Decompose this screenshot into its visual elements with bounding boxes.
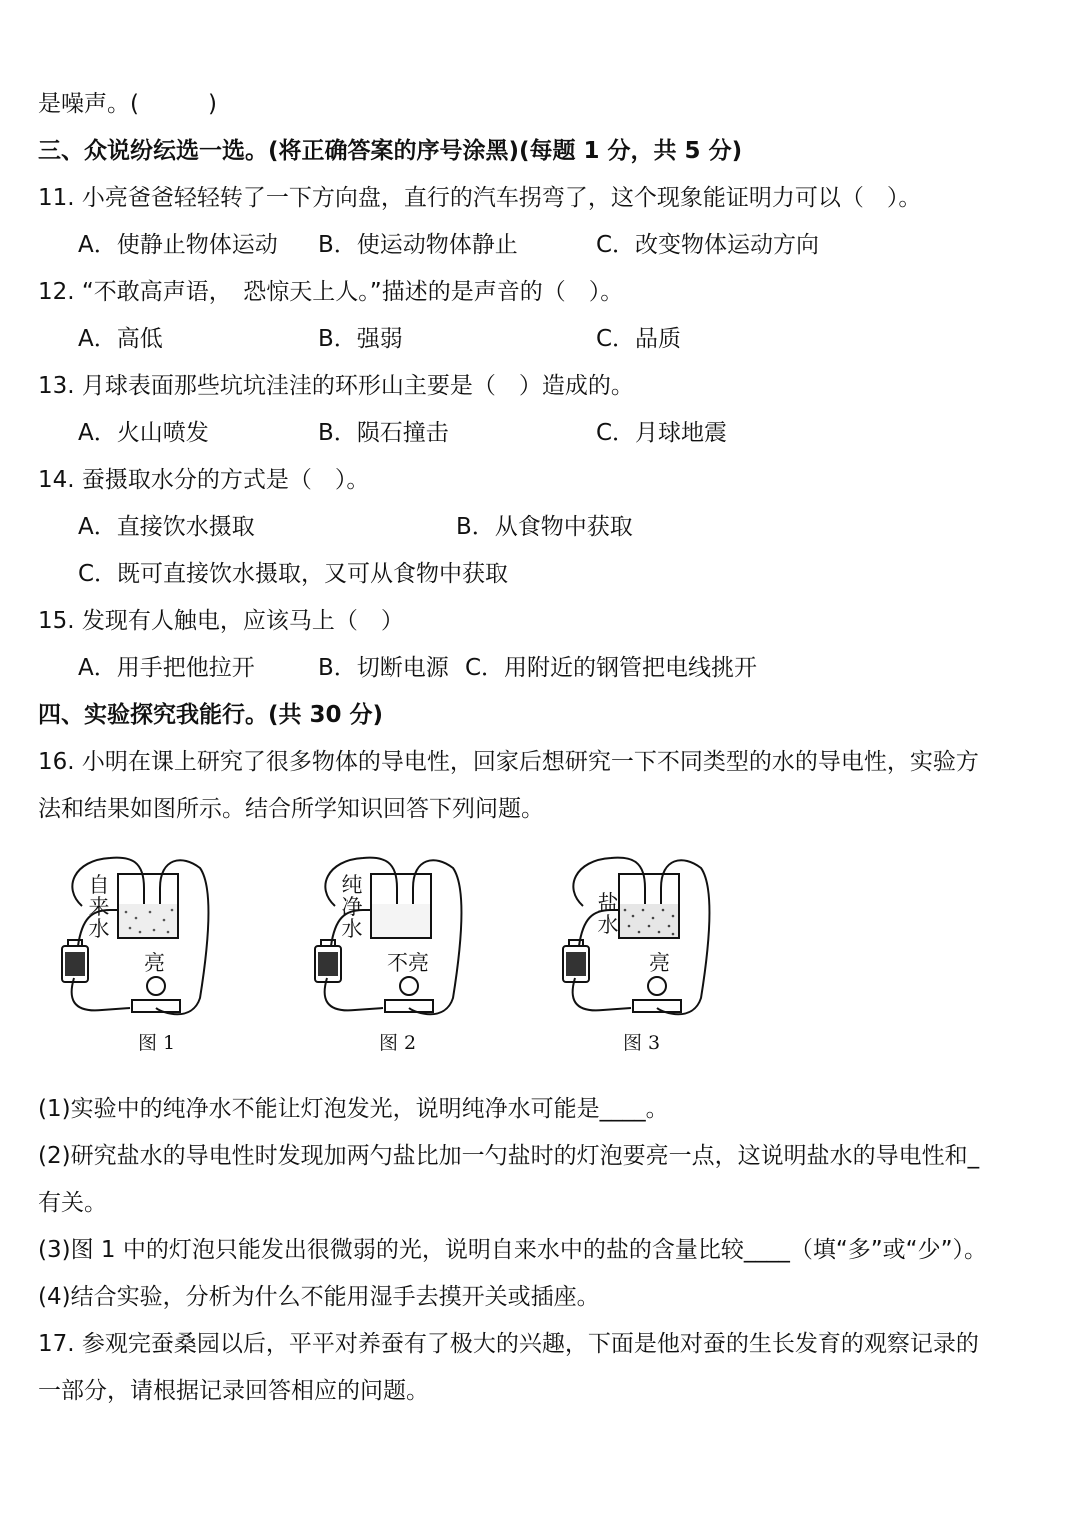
q13-option-b[interactable]: B．陨石撞击 [318, 420, 449, 446]
question-12: 12. “不敢高声语， 恐惊天上人。”描述的是声音的（ ）。 [38, 279, 624, 305]
question-14: 14. 蚕摄取水分的方式是（ ）。 [38, 467, 370, 493]
circuit-figure-2 [305, 848, 465, 1058]
sub-question-2-line2: 有关。 [38, 1190, 107, 1216]
result-label-1: 亮 [144, 951, 165, 975]
sub-question-2-line1: (2)研究盐水的导电性时发现加两勺盐比加一勺盐时的灯泡要亮一点，这说明盐水的导电性和_ [38, 1143, 980, 1169]
q13-option-a[interactable]: A．火山喷发 [78, 420, 209, 446]
circuit-diagram-icon [52, 848, 212, 1058]
q12-option-c[interactable]: C．品质 [596, 326, 682, 352]
circuit-diagram-icon [305, 848, 465, 1058]
question-17-line2: 一部分，请根据记录回答相应的问题。 [38, 1378, 429, 1404]
q14-option-c[interactable]: C．既可直接饮水摄取，又可从食物中获取 [78, 561, 509, 587]
q15-option-a[interactable]: A．用手把他拉开 [78, 655, 255, 681]
result-label-2: 不亮 [387, 951, 429, 975]
water-label-2: 纯净水 [341, 873, 363, 941]
section-3-heading: 三、众说纷纭选一选。(将正确答案的序号涂黑)(每题 1 分，共 5 分) [38, 138, 743, 164]
sub-question-3: (3)图 1 中的灯泡只能发出很微弱的光，说明自来水中的盐的含量比较____（填“多”或“少”）。 [38, 1237, 987, 1263]
figure-caption-3: 图 3 [623, 1032, 661, 1054]
circuit-figure-1 [52, 848, 212, 1058]
sub-question-4: (4)结合实验，分析为什么不能用湿手去摸开关或插座。 [38, 1284, 600, 1310]
q11-option-a[interactable]: A．使静止物体运动 [78, 232, 278, 258]
question-16-line1: 16. 小明在课上研究了很多物体的导电性，回家后想研究一下不同类型的水的导电性，实验方 [38, 749, 979, 775]
question-15: 15. 发现有人触电，应该马上（ ） [38, 608, 404, 634]
water-label-1: 自来水 [88, 873, 110, 941]
question-17-line1: 17. 参观完蚕桑园以后，平平对养蚕有了极大的兴趣，下面是他对蚕的生长发育的观察记录的 [38, 1331, 979, 1357]
text-line-noise: 是噪声。( ) [38, 91, 217, 117]
q12-option-a[interactable]: A．高低 [78, 326, 163, 352]
question-16-line2: 法和结果如图所示。结合所学知识回答下列问题。 [38, 796, 544, 822]
q11-option-b[interactable]: B．使运动物体静止 [318, 232, 518, 258]
figure-caption-2: 图 2 [379, 1032, 417, 1054]
figure-caption-1: 图 1 [138, 1032, 176, 1054]
question-13: 13. 月球表面那些坑坑洼洼的环形山主要是（ ）造成的。 [38, 373, 634, 399]
q14-option-a[interactable]: A．直接饮水摄取 [78, 514, 255, 540]
q15-option-c[interactable]: C．用附近的钢管把电线挑开 [465, 655, 758, 681]
q11-option-c[interactable]: C．改变物体运动方向 [596, 232, 820, 258]
sub-question-1: (1)实验中的纯净水不能让灯泡发光，说明纯净水可能是____。 [38, 1096, 669, 1122]
q14-option-b[interactable]: B．从食物中获取 [456, 514, 633, 540]
section-4-heading: 四、实验探究我能行。(共 30 分) [38, 702, 384, 728]
result-label-3: 亮 [649, 951, 670, 975]
q12-option-b[interactable]: B．强弱 [318, 326, 403, 352]
question-11: 11. 小亮爸爸轻轻转了一下方向盘，直行的汽车拐弯了，这个现象能证明力可以（ ）。 [38, 185, 922, 211]
water-label-3: 盐水 [597, 891, 619, 937]
circuit-diagram-icon [553, 848, 713, 1058]
circuit-figure-3 [553, 848, 713, 1058]
q15-option-b[interactable]: B．切断电源 [318, 655, 449, 681]
q13-option-c[interactable]: C．月球地震 [596, 420, 728, 446]
